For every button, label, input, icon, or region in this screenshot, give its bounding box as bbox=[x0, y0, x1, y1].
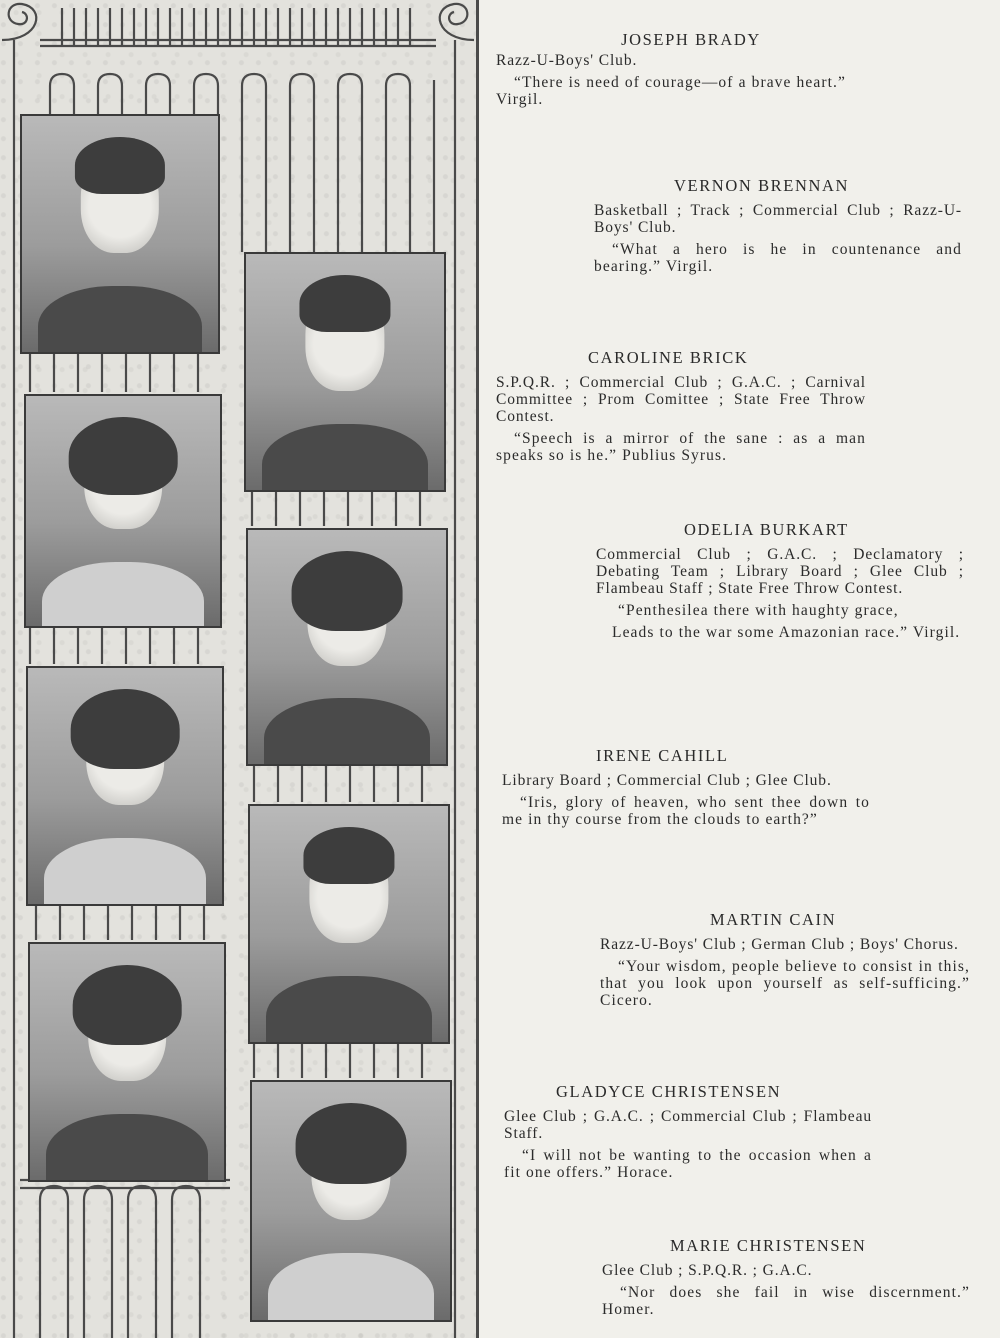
senior-name: CAROLINE BRICK bbox=[588, 348, 749, 367]
senior-activities: Razz-U-Boys' Club. bbox=[496, 52, 638, 69]
senior-quote: “There is need of courage—of a brave heart.” Virgil. bbox=[496, 74, 846, 108]
portrait-photo bbox=[20, 114, 220, 354]
senior-activities: Glee Club ; S.P.Q.R. ; G.A.C. bbox=[602, 1262, 813, 1279]
senior-activities: Commercial Club ; G.A.C. ; Declamatory ; Debating Team ; Library Board ; Glee Club ; Flambeau Staff ; State Free Throw Contest. bbox=[596, 546, 964, 597]
senior-activities: Library Board ; Commercial Club ; Glee Club. bbox=[502, 772, 832, 789]
senior-entry bbox=[600, 910, 970, 1009]
senior-entry bbox=[602, 1236, 970, 1318]
portrait-photo bbox=[24, 394, 222, 628]
senior-activities: Glee Club ; G.A.C. ; Commercial Club ; Flambeau Staff. bbox=[504, 1108, 872, 1142]
senior-entry bbox=[496, 348, 866, 464]
senior-activities: Razz-U-Boys' Club ; German Club ; Boys' Chorus. bbox=[600, 936, 959, 953]
senior-name: IRENE CAHILL bbox=[596, 746, 729, 765]
senior-activities: Basketball ; Track ; Commercial Club ; Razz-U-Boys' Club. bbox=[594, 202, 962, 236]
senior-quote: “I will not be wanting to the occasion when a fit one offers.” Horace. bbox=[504, 1147, 872, 1181]
senior-quote: “Penthesilea there with haughty grace, bbox=[618, 602, 899, 619]
portrait-photo bbox=[28, 942, 226, 1182]
senior-quote: “Iris, glory of heaven, who sent thee down to me in thy course from the clouds to earth?” bbox=[502, 794, 870, 828]
senior-entry bbox=[496, 30, 846, 108]
senior-quote: Leads to the war some Amazonian race.” Virgil. bbox=[612, 624, 961, 641]
senior-name: JOSEPH BRADY bbox=[621, 30, 761, 49]
senior-name: VERNON BRENNAN bbox=[674, 176, 850, 195]
senior-quote: “Nor does she fail in wise discernment.” Homer. bbox=[602, 1284, 970, 1318]
portrait-photo bbox=[250, 1080, 452, 1322]
senior-entry bbox=[596, 520, 964, 641]
portrait-photo bbox=[26, 666, 224, 906]
senior-quote: “Speech is a mirror of the sane : as a man speaks so is he.” Publius Syrus. bbox=[496, 430, 866, 464]
senior-entry bbox=[594, 176, 962, 275]
senior-name: ODELIA BURKART bbox=[684, 520, 849, 539]
senior-quote: “What a hero is he in countenance and bearing.” Virgil. bbox=[594, 241, 962, 275]
portrait-photo bbox=[244, 252, 446, 492]
portrait-column bbox=[0, 0, 479, 1338]
senior-name: MARIE CHRISTENSEN bbox=[670, 1236, 867, 1255]
senior-name: GLADYCE CHRISTENSEN bbox=[556, 1082, 782, 1101]
senior-entry bbox=[504, 1082, 872, 1181]
senior-quote: “Your wisdom, people believe to consist in this, that you look upon yourself as self-sufficing.” Cicero. bbox=[600, 958, 970, 1009]
portrait-photo bbox=[248, 804, 450, 1044]
portrait-photo bbox=[246, 528, 448, 766]
senior-entry bbox=[502, 746, 870, 828]
senior-name: MARTIN CAIN bbox=[710, 910, 837, 929]
senior-activities: S.P.Q.R. ; Commercial Club ; G.A.C. ; Carnival Committee ; Prom Comittee ; State Free Throw Contest. bbox=[496, 374, 866, 425]
